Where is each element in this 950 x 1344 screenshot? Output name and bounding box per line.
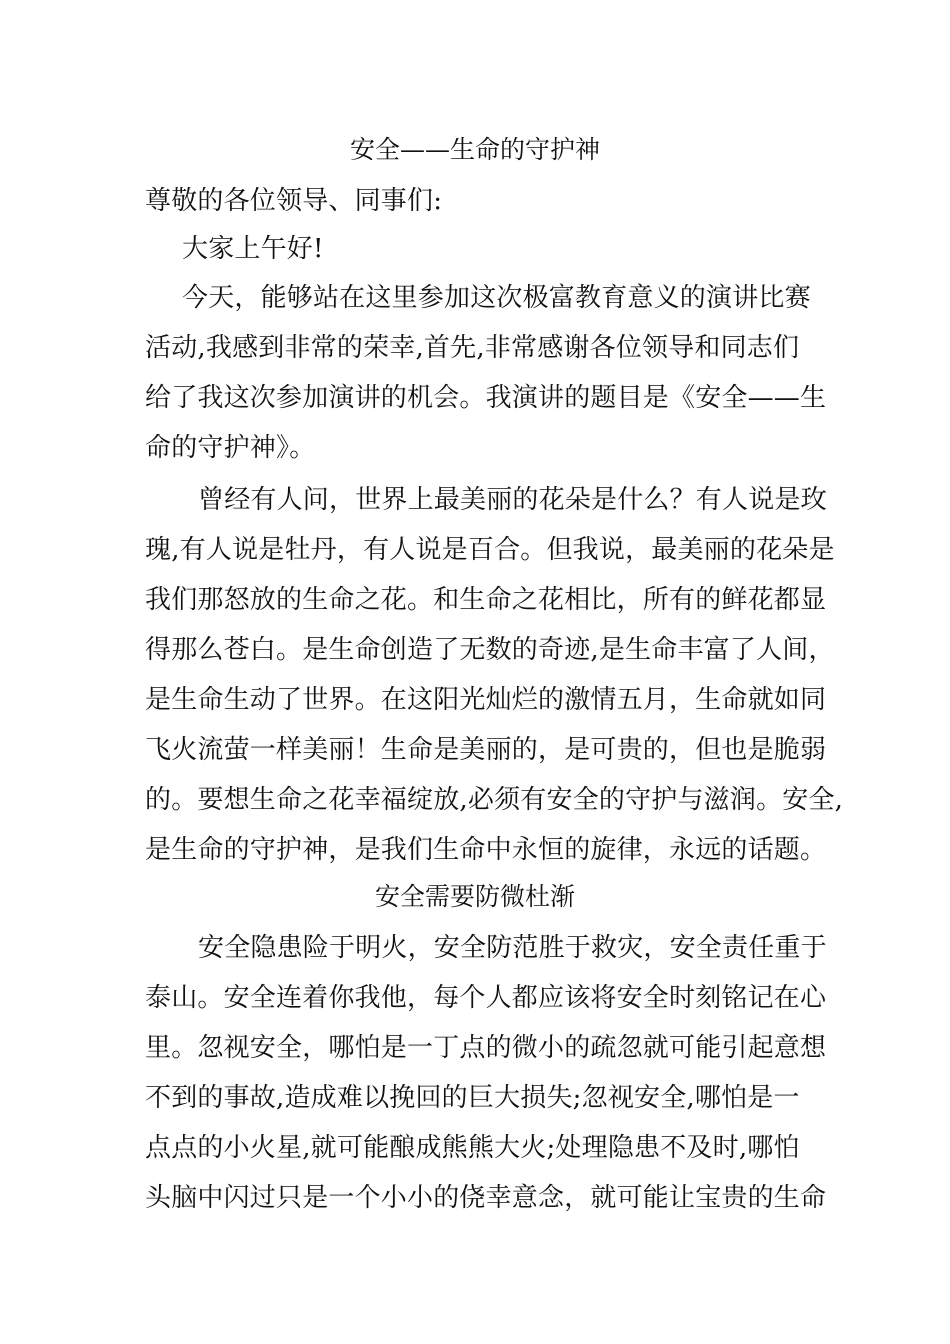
paragraph-line: 活动,我感到非常的荣幸,首先,非常感谢各位领导和同志们 [145,333,800,363]
paragraph-line: 我们那怒放的生命之花。和生命之花相比，所有的鲜花都显 [145,585,827,615]
paragraph-line: 点点的小火星,就可能酿成熊熊大火;处理隐患不及时,哪怕 [145,1133,800,1163]
paragraph-line: 安全隐患险于明火，安全防范胜于救灾，安全责任重于 [198,933,827,963]
document-title: 安全——生命的守护神 [349,135,600,164]
paragraph-line: 得那么苍白。是生命创造了无数的奇迹,是生命丰富了人间， [145,635,835,665]
paragraph-line: 是生命生动了世界。在这阳光灿烂的激情五月，生命就如同 [145,685,827,715]
paragraph-line: 曾经有人问，世界上最美丽的花朵是什么？有人说是玫 [198,485,827,515]
paragraph-line: 命的守护神》。 [145,433,316,463]
paragraph-line: 里。忽视安全，哪怕是一丁点的微小的疏忽就可能引起意想 [145,1033,827,1063]
salutation: 尊敬的各位领导、同事们: [145,186,443,216]
paragraph-line: 瑰,有人说是牡丹，有人说是百合。但我说，最美丽的花朵是 [145,535,835,565]
paragraph-line: 头脑中闪过只是一个小小的侥幸意念，就可能让宝贵的生命 [145,1183,827,1213]
paragraph-line: 是生命的守护神，是我们生命中永恒的旋律，永远的话题。 [145,835,827,865]
paragraph-line: 飞火流萤一样美丽！生命是美丽的，是可贵的，但也是脆弱 [145,735,827,765]
paragraph-line: 的。要想生命之花幸福绽放,必须有安全的守护与滋润。安全, [145,785,844,815]
paragraph-line: 泰山。安全连着你我他，每个人都应该将安全时刻铭记在心 [145,983,827,1013]
paragraph-line: 今天，能够站在这里参加这次极富教育意义的演讲比赛 [182,283,811,313]
greeting: 大家上午好! [182,234,324,264]
paragraph-line: 给了我这次参加演讲的机会。我演讲的题目是《安全——生 [145,383,827,413]
section-heading: 安全需要防微杜渐 [374,882,575,911]
paragraph-line: 不到的事故,造成难以挽回的巨大损失;忽视安全,哪怕是一 [145,1083,800,1113]
